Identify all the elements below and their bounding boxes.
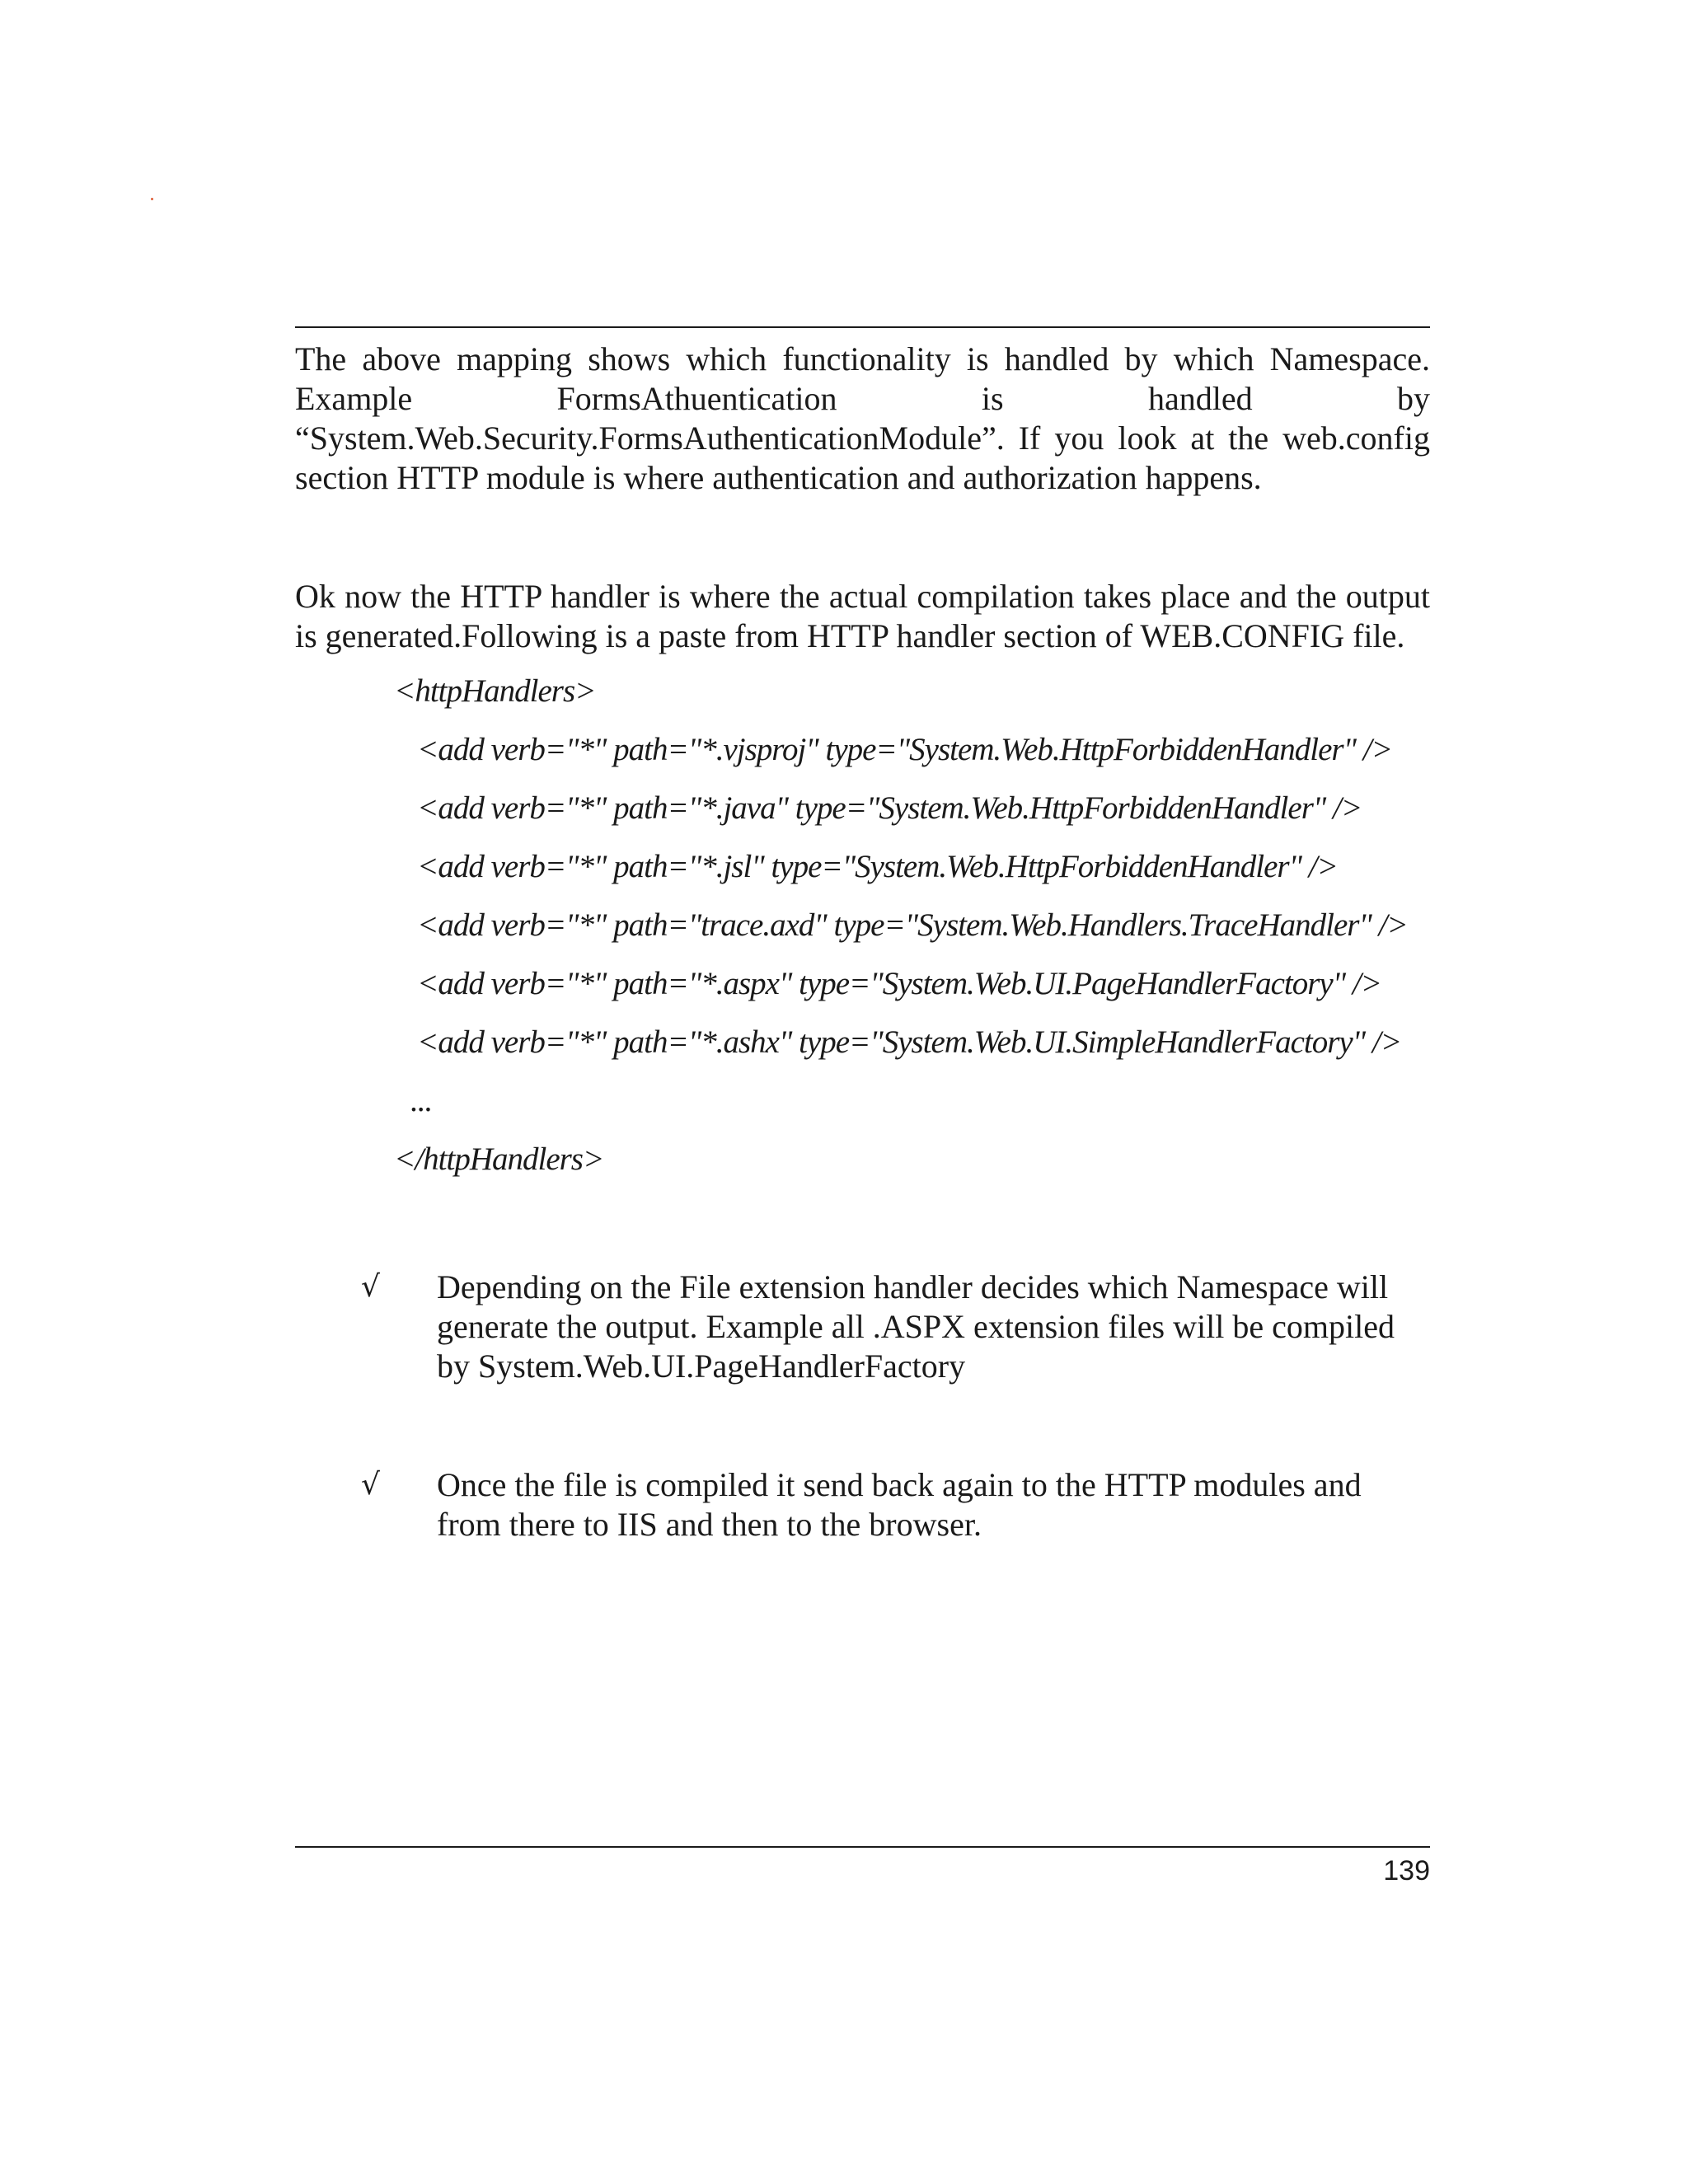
code-line: <add verb="*" path="*.java" type="System.Web.HttpForbiddenHandler" /> xyxy=(417,790,1362,826)
paragraph-mapping-explanation: The above mapping shows which functionality is handled by which Namespace. Example FormsAthuentication is handled by “System.Web.Security.FormsAuthenticationModule”. If you look at the web.config section HTTP module is where authentication and authorization happens. xyxy=(295,340,1430,496)
code-line: <add verb="*" path="*.vjsproj" type="System.Web.HttpForbiddenHandler" /> xyxy=(417,732,1392,767)
paragraph-http-handler-intro: Ok now the HTTP handler is where the actual compilation takes place and the output is generated.Following is a paste from HTTP handler section of WEB.CONFIG file. xyxy=(295,578,1430,654)
checkmark-icon: √ xyxy=(361,1270,380,1304)
checkmark-icon: √ xyxy=(361,1468,380,1502)
code-line: <add verb="*" path="trace.axd" type="System.Web.Handlers.TraceHandler" /> xyxy=(417,907,1408,943)
code-line: <add verb="*" path="*.ashx" type="System.Web.UI.SimpleHandlerFactory" /> xyxy=(417,1024,1402,1060)
page-number: 139 xyxy=(1383,1855,1430,1886)
code-open-tag: <httpHandlers> xyxy=(394,673,596,709)
bullet-text: Once the file is compiled it send back again to the HTTP modules and from there to IIS and then to the browser. xyxy=(437,1466,1362,1543)
header-rule xyxy=(295,326,1430,328)
stray-mark xyxy=(151,198,153,200)
code-ellipsis: ... xyxy=(410,1083,433,1118)
code-line: <add verb="*" path="*.aspx" type="System.Web.UI.PageHandlerFactory" /> xyxy=(417,966,1382,1001)
bullet-text: Depending on the File extension handler decides which Namespace will generate the output. Example all .ASPX extension files will be compiled by System.Web.UI.PageHandlerFactory xyxy=(437,1268,1395,1385)
footer-rule xyxy=(295,1846,1430,1848)
code-close-tag: </httpHandlers> xyxy=(394,1141,604,1177)
code-line: <add verb="*" path="*.jsl" type="System.Web.HttpForbiddenHandler" /> xyxy=(417,849,1338,884)
